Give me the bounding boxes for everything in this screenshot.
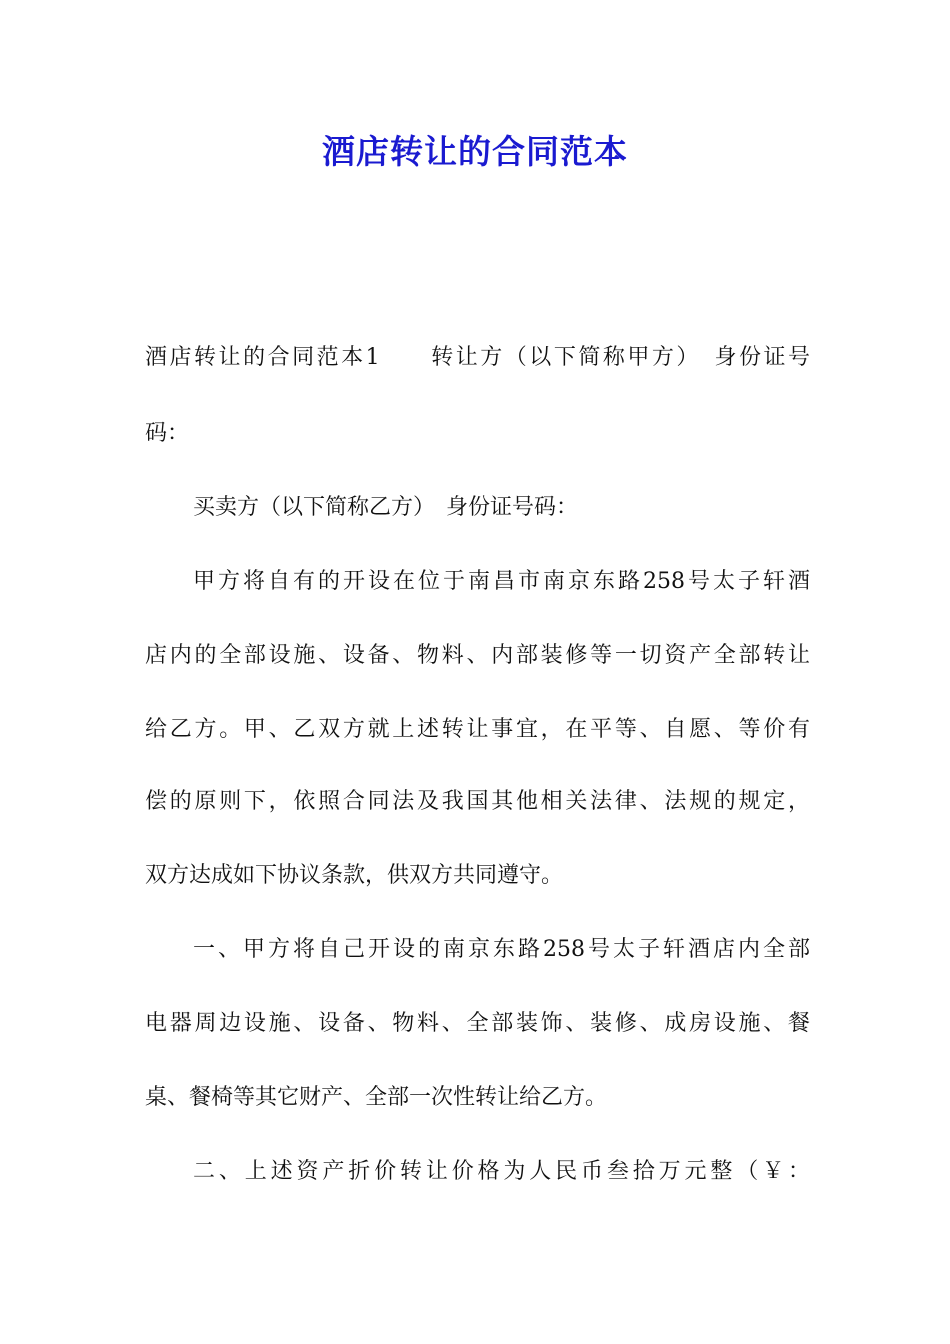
- body-line: 偿的原则下，依照合同法及我国其他相关法律、法规的规定，: [145, 789, 810, 814]
- body-line: 给乙方。甲、乙双方就上述转让事宜，在平等、自愿、等价有: [145, 717, 810, 742]
- body-line: 酒店转让的合同范本1 转让方（以下简称甲方） 身份证号: [145, 345, 810, 370]
- body-line: 买卖方（以下简称乙方） 身份证号码：: [193, 495, 579, 520]
- body-line: 店内的全部设施、设备、物料、内部装修等一切资产全部转让: [145, 643, 810, 668]
- document-title: 酒店转让的合同范本: [322, 132, 628, 171]
- body-line: 双方达成如下协议条款，供双方共同遵守。: [145, 863, 564, 888]
- body-line: 一、甲方将自己开设的南京东路258号太子轩酒店内全部: [193, 937, 810, 962]
- body-line: 甲方将自有的开设在位于南昌市南京东路258号太子轩酒: [193, 569, 810, 594]
- body-line: 桌、餐椅等其它财产、全部一次性转让给乙方。: [145, 1085, 608, 1110]
- body-line: 码：: [145, 421, 190, 446]
- body-line: 二、上述资产折价转让价格为人民币叁拾万元整（￥：: [193, 1159, 810, 1184]
- body-line: 电器周边设施、设备、物料、全部装饰、装修、成房设施、餐: [145, 1011, 810, 1036]
